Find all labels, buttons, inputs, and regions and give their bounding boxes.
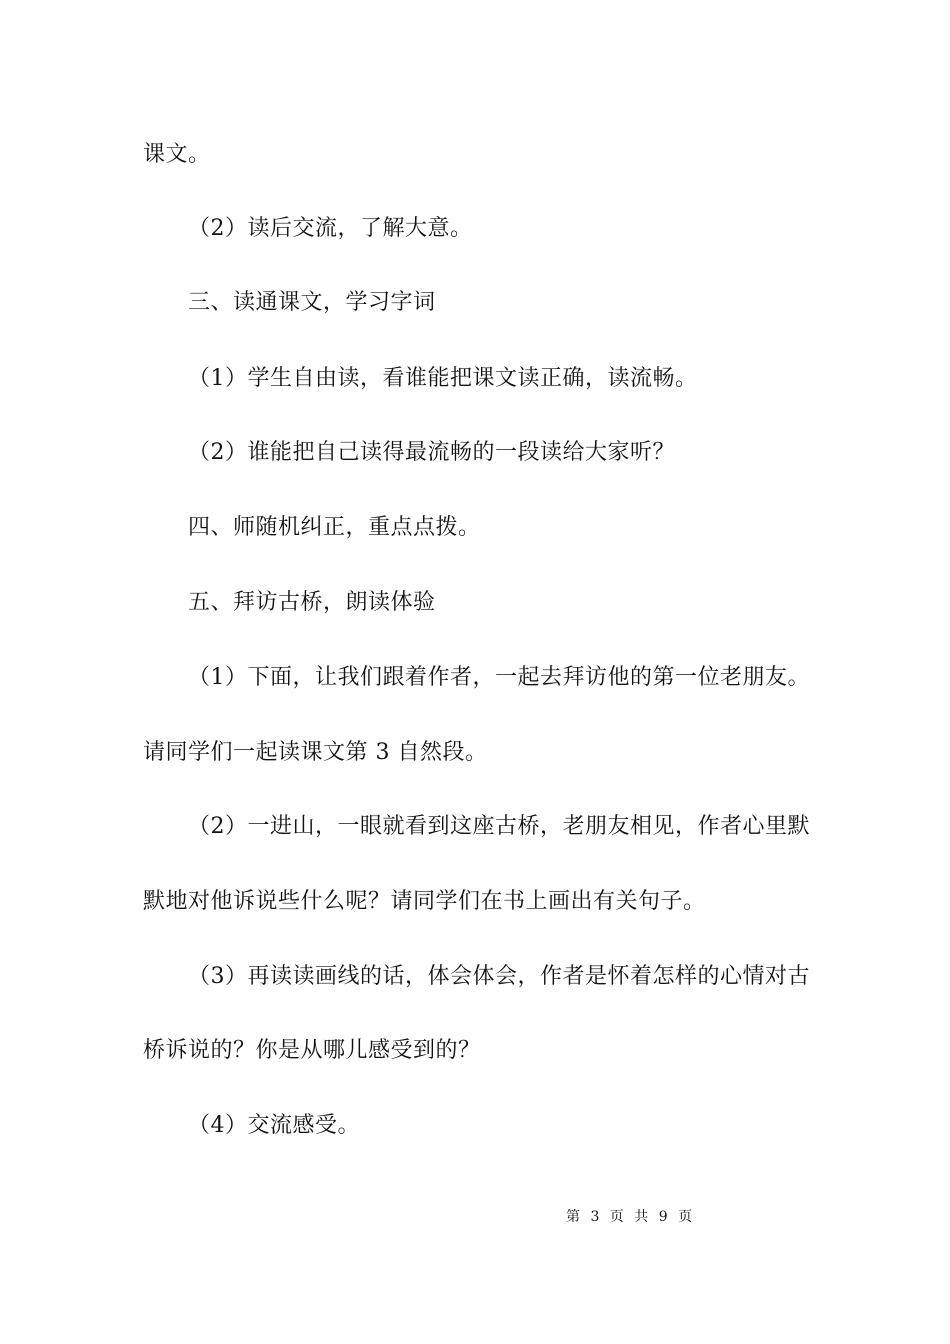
text-line-10: （2）一进山，一眼就看到这座古桥，老朋友相见，作者心里默 [188,814,810,839]
text-line-9: 请同学们一起读课文第 3 自然段。 [143,740,488,765]
text-line-11: 默地对他诉说些什么呢？请同学们在书上画出有关句子。 [143,889,706,914]
section-heading-4: 四、师随机纠正，重点点拨。 [188,515,481,540]
section-heading-5: 五、拜访古桥，朗读体验 [188,590,436,615]
text-line-12: （3）再读读画线的话，体会体会，作者是怀着怎样的心情对古 [188,964,810,989]
text-line-14: （4）交流感受。 [188,1113,360,1138]
text-line-13: 桥诉说的？你是从哪儿感受到的？ [143,1038,481,1063]
text-line-1: 课文。 [143,142,211,167]
text-line-5: （2）谁能把自己读得最流畅的一段读给大家听？ [188,440,675,465]
text-line-2: （2）读后交流，了解大意。 [188,216,473,241]
text-line-8: （1）下面，让我们跟着作者，一起去拜访他的第一位老朋友。 [188,665,810,690]
section-heading-3: 三、读通课文，学习字词 [188,290,436,315]
text-line-4: （1）学生自由读，看谁能把课文读正确，读流畅。 [188,366,698,391]
page-number-footer: 第 3 页 共 9 页 [566,1209,696,1225]
